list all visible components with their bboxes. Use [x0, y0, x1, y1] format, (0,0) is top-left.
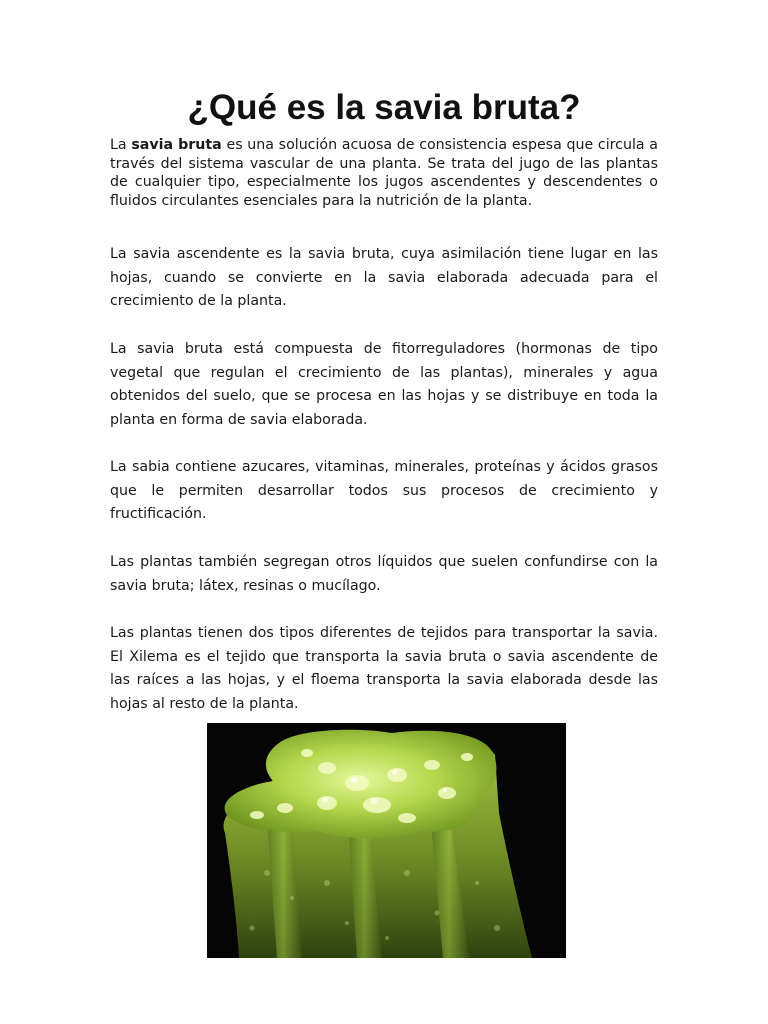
paragraph-nutrients: La sabia contiene azucares, vitaminas, minerales, proteínas y ácidos grasos que le permiten desarrollar todos sus procesos de crecimiento y fructificación.: [110, 459, 658, 523]
intro-rest: es una solución acuosa de consistencia espesa que circula a través del sistema vascular de una planta. Se trata del jugo de las plantas de cualquier tipo, especialmente los jugos ascendentes y descendentes o fluidos circulantes esenciales para la nutrición de la planta.: [110, 137, 658, 209]
intro-paragraph: [110, 136, 658, 210]
paragraph-ascending-sap: La savia ascendente es la savia bruta, cuya asimilación tiene lugar en las hojas, cuando se convierte en la savia elaborada adecuada para el crecimiento de la planta.: [110, 246, 658, 310]
paragraph-composition: La savia bruta está compuesta de fitorreguladores (hormonas de tipo vegetal que regulan el crecimiento de las plantas), minerales y agua obtenidos del suelo, que se procesa en las hojas y se distribuye en toda la planta en forma de savia elaborada.: [110, 341, 658, 429]
paragraph-tissues: Las plantas tienen dos tipos diferentes de tejidos para transportar la savia. El Xilema es el tejido que transporta la savia bruta o savia ascendente de las raíces a las hojas, y el floema transporta la savia elaborada desde las hojas al resto de la planta.: [110, 625, 658, 713]
page-title: ¿Qué es la savia bruta?: [187, 88, 581, 127]
plant-stem-photo: [207, 723, 566, 958]
intro-lead: La: [110, 137, 132, 153]
paragraph-other-liquids: Las plantas también segregan otros líquidos que suelen confundirse con la savia bruta; látex, resinas o mucílago.: [110, 554, 658, 594]
stem-cross-section-image: [207, 723, 566, 958]
intro-term: savia bruta: [131, 137, 222, 153]
